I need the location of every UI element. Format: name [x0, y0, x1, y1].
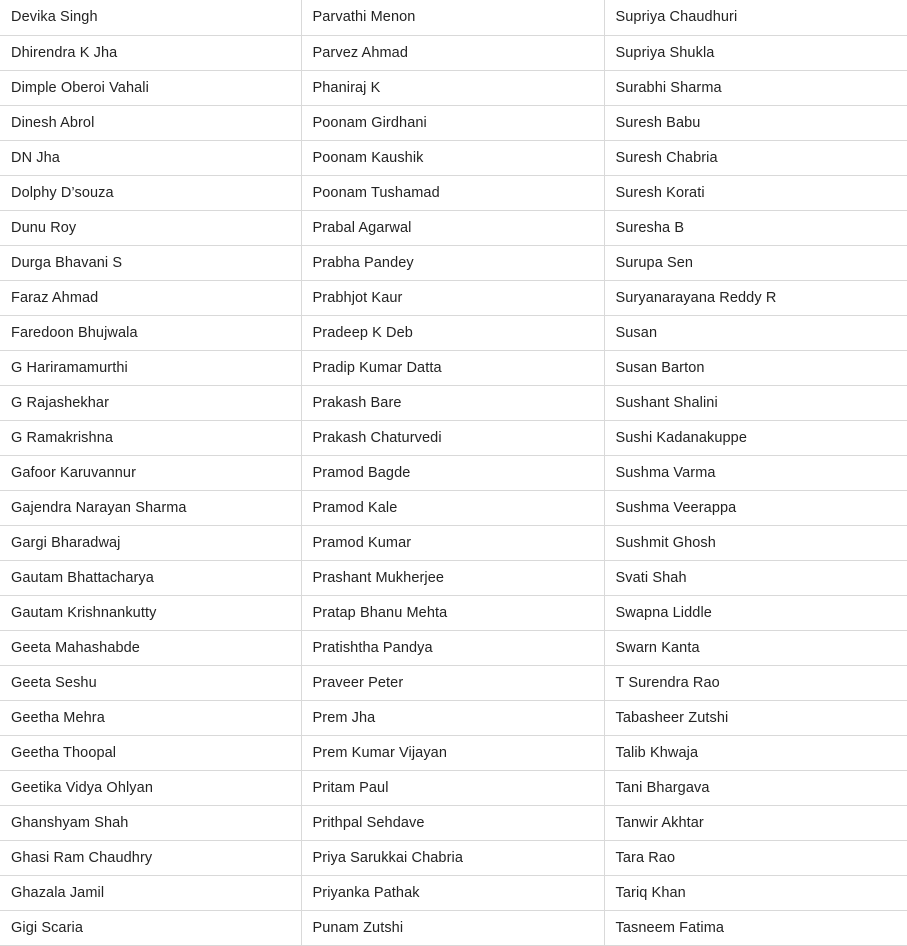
table-row: [0, 630, 907, 665]
table-cell-name: Geetika Vidya Ohlyan: [0, 770, 301, 805]
table-cell-name: Pritam Paul: [301, 770, 604, 805]
table-row: [0, 350, 907, 385]
table-cell-name: Sushant Shalini: [604, 385, 907, 420]
table-row: [0, 385, 907, 420]
table-cell-name: G Ramakrishna: [0, 420, 301, 455]
table-cell-name: Poonam Tushamad: [301, 175, 604, 210]
table-cell-name: Dinesh Abrol: [0, 105, 301, 140]
table-cell-name: Swapna Liddle: [604, 595, 907, 630]
table-row: [0, 0, 907, 35]
table-cell-name: Durga Bhavani S: [0, 245, 301, 280]
table-row: [0, 735, 907, 770]
table-cell-name: G Hariramamurthi: [0, 350, 301, 385]
table-cell-name: Suresh Chabria: [604, 140, 907, 175]
table-row: [0, 420, 907, 455]
table-row: [0, 770, 907, 805]
table-cell-name: Svati Shah: [604, 560, 907, 595]
table-row: [0, 595, 907, 630]
table-cell-name: Phaniraj K: [301, 70, 604, 105]
table-row: [0, 210, 907, 245]
table-cell-name: Dunu Roy: [0, 210, 301, 245]
table-cell-name: Sushi Kadanakuppe: [604, 420, 907, 455]
table-cell-name: Prem Jha: [301, 700, 604, 735]
table-cell-name: Gargi Bharadwaj: [0, 525, 301, 560]
table-cell-name: Dhirendra K Jha: [0, 35, 301, 70]
table-cell-name: Gautam Bhattacharya: [0, 560, 301, 595]
table-cell-name: DN Jha: [0, 140, 301, 175]
table-cell-name: Gigi Scaria: [0, 910, 301, 945]
table-cell-name: Gajendra Narayan Sharma: [0, 490, 301, 525]
table-row: [0, 35, 907, 70]
table-row: [0, 560, 907, 595]
table-row: [0, 140, 907, 175]
table-cell-name: Gafoor Karuvannur: [0, 455, 301, 490]
table-cell-name: Geetha Mehra: [0, 700, 301, 735]
table-cell-name: G Rajashekhar: [0, 385, 301, 420]
table-cell-name: Pratishtha Pandya: [301, 630, 604, 665]
table-cell-name: Suryanarayana Reddy R: [604, 280, 907, 315]
table-row: [0, 840, 907, 875]
table-cell-name: Geeta Seshu: [0, 665, 301, 700]
table-cell-name: Prashant Mukherjee: [301, 560, 604, 595]
table-cell-name: Punam Zutshi: [301, 910, 604, 945]
table-cell-name: Talib Khwaja: [604, 735, 907, 770]
table-cell-name: Supriya Shukla: [604, 35, 907, 70]
table-row: [0, 490, 907, 525]
table-cell-name: Geeta Mahashabde: [0, 630, 301, 665]
table-cell-name: Prabha Pandey: [301, 245, 604, 280]
table-cell-name: Suresh Babu: [604, 105, 907, 140]
table-cell-name: Ghazala Jamil: [0, 875, 301, 910]
table-cell-name: Priya Sarukkai Chabria: [301, 840, 604, 875]
table-cell-name: Suresha B: [604, 210, 907, 245]
table-cell-name: Sushma Varma: [604, 455, 907, 490]
table-cell-name: Tara Rao: [604, 840, 907, 875]
table-cell-name: Pramod Kale: [301, 490, 604, 525]
table-row: [0, 455, 907, 490]
table-cell-name: Pramod Bagde: [301, 455, 604, 490]
table-cell-name: Tabasheer Zutshi: [604, 700, 907, 735]
table-cell-name: Pradip Kumar Datta: [301, 350, 604, 385]
table-cell-name: Ghanshyam Shah: [0, 805, 301, 840]
table-row: [0, 70, 907, 105]
table-cell-name: Praveer Peter: [301, 665, 604, 700]
table-cell-name: Parvez Ahmad: [301, 35, 604, 70]
table-cell-name: Surupa Sen: [604, 245, 907, 280]
table-cell-name: Priyanka Pathak: [301, 875, 604, 910]
table-cell-name: Geetha Thoopal: [0, 735, 301, 770]
table-cell-name: Supriya Chaudhuri: [604, 0, 907, 35]
table-cell-name: T Surendra Rao: [604, 665, 907, 700]
table-cell-name: Pradeep K Deb: [301, 315, 604, 350]
table-row: [0, 245, 907, 280]
table-cell-name: Sushma Veerappa: [604, 490, 907, 525]
table-cell-name: Prem Kumar Vijayan: [301, 735, 604, 770]
table-row: [0, 315, 907, 350]
table-cell-name: Susan: [604, 315, 907, 350]
table-cell-name: Sushmit Ghosh: [604, 525, 907, 560]
table-cell-name: Prakash Bare: [301, 385, 604, 420]
table-cell-name: Prithpal Sehdave: [301, 805, 604, 840]
table-row: [0, 175, 907, 210]
table-cell-name: Surabhi Sharma: [604, 70, 907, 105]
table-row: [0, 105, 907, 140]
table-cell-name: Faredoon Bhujwala: [0, 315, 301, 350]
table-cell-name: Faraz Ahmad: [0, 280, 301, 315]
table-cell-name: Prakash Chaturvedi: [301, 420, 604, 455]
table-cell-name: Tariq Khan: [604, 875, 907, 910]
table-cell-name: Dimple Oberoi Vahali: [0, 70, 301, 105]
table-cell-name: Poonam Girdhani: [301, 105, 604, 140]
table-cell-name: Tani Bhargava: [604, 770, 907, 805]
table-cell-name: Ghasi Ram Chaudhry: [0, 840, 301, 875]
table-cell-name: Parvathi Menon: [301, 0, 604, 35]
table-cell-name: Tasneem Fatima: [604, 910, 907, 945]
table-row: [0, 700, 907, 735]
table-row: [0, 525, 907, 560]
table-cell-name: Prabhjot Kaur: [301, 280, 604, 315]
table-cell-name: Suresh Korati: [604, 175, 907, 210]
table-row: [0, 910, 907, 945]
table-cell-name: Poonam Kaushik: [301, 140, 604, 175]
table-cell-name: Dolphy D’souza: [0, 175, 301, 210]
table-cell-name: Pramod Kumar: [301, 525, 604, 560]
table-row: [0, 665, 907, 700]
table-cell-name: Susan Barton: [604, 350, 907, 385]
table-cell-name: Prabal Agarwal: [301, 210, 604, 245]
table-cell-name: Devika Singh: [0, 0, 301, 35]
table-row: [0, 280, 907, 315]
table-cell-name: Gautam Krishnankutty: [0, 595, 301, 630]
table-cell-name: Tanwir Akhtar: [604, 805, 907, 840]
table-row: [0, 875, 907, 910]
table-cell-name: Pratap Bhanu Mehta: [301, 595, 604, 630]
table-row: [0, 805, 907, 840]
table-cell-name: Swarn Kanta: [604, 630, 907, 665]
